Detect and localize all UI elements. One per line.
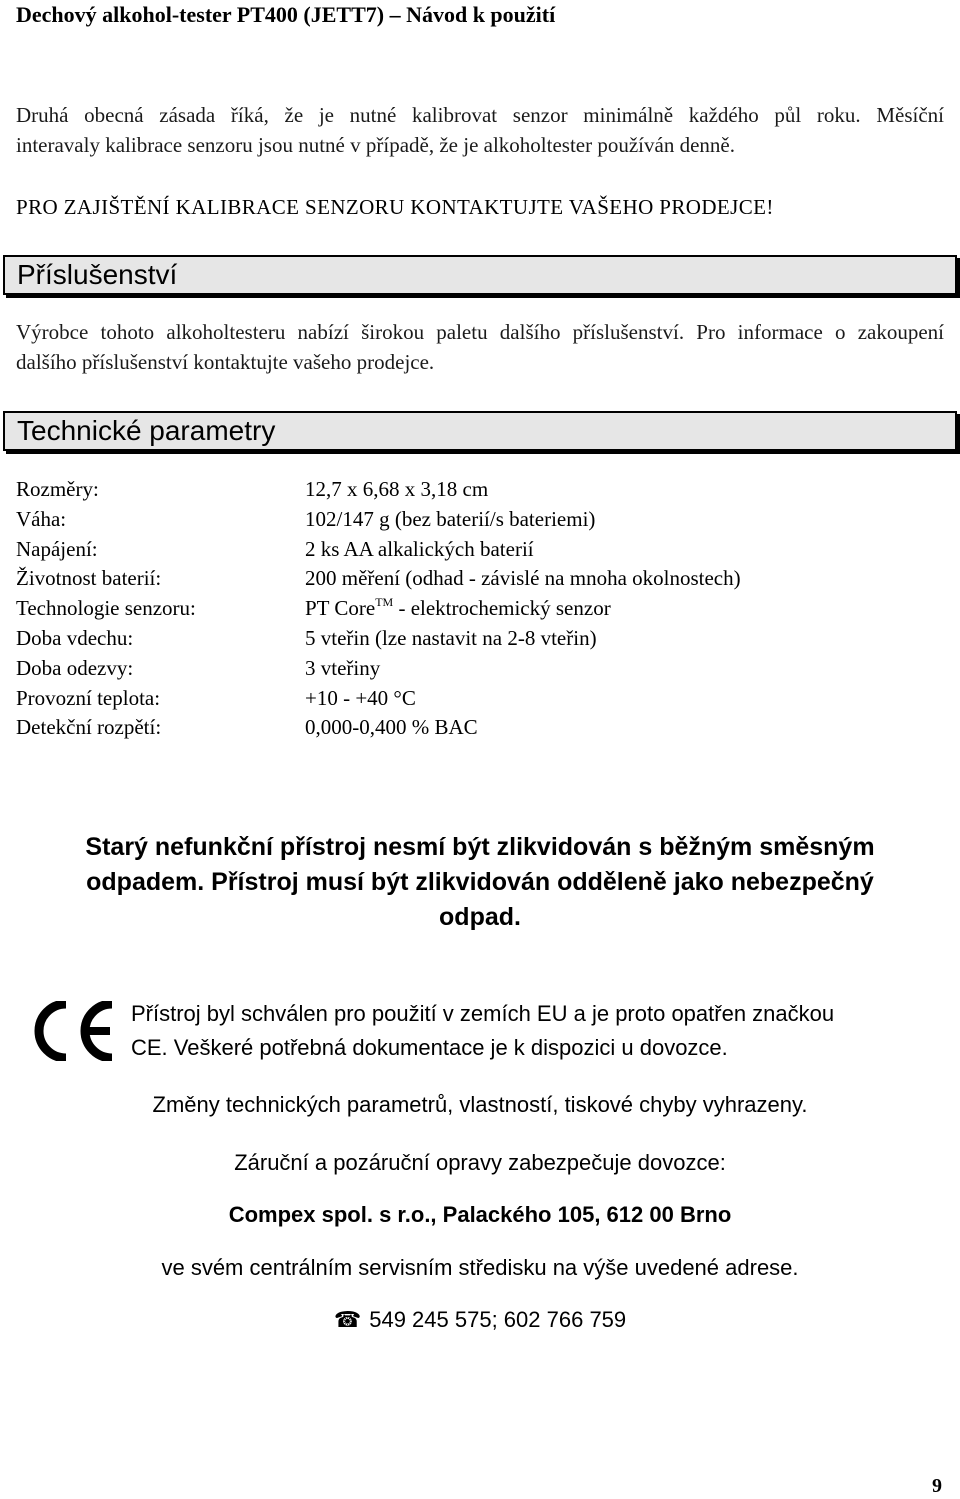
param-row [16,504,916,534]
changes-notice: Změny technických parametrů, vlastností, tiskové chyby vyhrazeny. [152,1092,808,1117]
param-value: 3 vteřiny [305,655,381,680]
accessories-section-header [3,255,957,295]
param-label: Rozměry: [16,477,99,501]
company-address: Compex spol. s r.o., Palackého 105, 612 00 Brno [228,1202,732,1227]
param-row [16,712,916,742]
technical-section-header [3,411,957,451]
service-notice: ve svém centrálním servisním středisku na výše uvedené adrese. [161,1255,799,1280]
calibration-line-2: interavaly kalibrace senzoru jsou nutné v případě, že je alkoholtester používán denně. [16,133,735,157]
param-row [16,534,916,564]
param-value-rest: - elektrochemický senzor [393,596,611,621]
ce-statement [131,997,931,1065]
param-label: Doba vdechu: [16,625,134,650]
param-row [16,623,916,653]
param-label: Detekční rozpětí: [16,715,162,740]
param-value: 102/147 g (bez baterií/s bateriemi) [305,506,596,531]
accessories-line-1: Výrobce tohoto alkoholtesteru nabízí širokou paletu dalšího příslušenství. Pro informace o zakoupení [16,320,944,344]
accessories-paragraph [16,317,944,377]
param-row [16,563,916,593]
param-label: Provozní teplota: [16,685,161,710]
ce-line-1: Přístroj byl schválen pro použití v zemích EU a je proto opatřen značkou [131,1001,835,1026]
trademark-superscript: TM [375,595,394,610]
param-label: Váha: [16,506,67,531]
technical-heading: Technické parametry [17,415,276,446]
param-row [16,474,916,504]
param-value: +10 - +40 °C [305,685,416,710]
param-row [16,653,916,683]
param-label: Životnost baterií: [16,566,162,591]
telephone-icon: ☎ [333,1307,362,1332]
disposal-warning [40,830,920,935]
phone-numbers: 549 245 575; 602 766 759 [369,1307,627,1332]
calibration-paragraph [16,100,944,160]
param-row [16,683,916,713]
param-row [16,593,916,623]
ce-line-2: CE. Veškeré potřebná dokumentace je k dispozici u dovozce. [131,1035,728,1060]
param-value: 12,7 x 6,68 x 3,18 cm [305,477,489,501]
param-value: 5 vteřin (lze nastavit na 2-8 vteřin) [305,625,597,650]
technical-parameters-list [16,474,916,742]
disposal-line-2: odpadem. Přístroj musí být zlikvidován odděleně jako nebezpečný [86,868,874,896]
warranty-notice: Záruční a pozáruční opravy zabezpečuje dovozce: [234,1150,726,1175]
calibration-line-1: Druhá obecná zásada říká, že je nutné kalibrovat senzor minimálně každého půl roku. Měsíční [16,103,944,127]
param-label: Doba odezvy: [16,655,134,680]
param-value-main: PT Core [305,596,376,621]
calibration-notice: PRO ZAJIŠTĚNÍ KALIBRACE SENZORU KONTAKTUJTE VAŠEHO PRODEJCE! [16,195,774,219]
accessories-heading: Příslušenství [17,259,178,290]
param-value [305,593,611,626]
ce-mark-icon [32,1001,116,1061]
disposal-line-1: Starý nefunkční přístroj nesmí být zlikvidován s běžným směsným [85,833,875,861]
phone-line [0,1305,960,1335]
page-number: 9 [932,1475,942,1497]
param-label: Napájení: [16,536,98,561]
param-value: 0,000-0,400 % BAC [305,715,478,740]
accessories-line-2: dalšího příslušenství kontaktujte vašeho prodejce. [16,350,435,374]
param-value: 2 ks AA alkalických baterií [305,536,534,561]
document-title: Dechový alkohol-tester PT400 (JETT7) – Návod k použití [16,2,556,27]
param-value: 200 měření (odhad - závislé na mnoha okolnostech) [305,566,741,591]
disposal-line-3: odpad. [439,903,521,931]
param-label: Technologie senzoru: [16,596,196,621]
